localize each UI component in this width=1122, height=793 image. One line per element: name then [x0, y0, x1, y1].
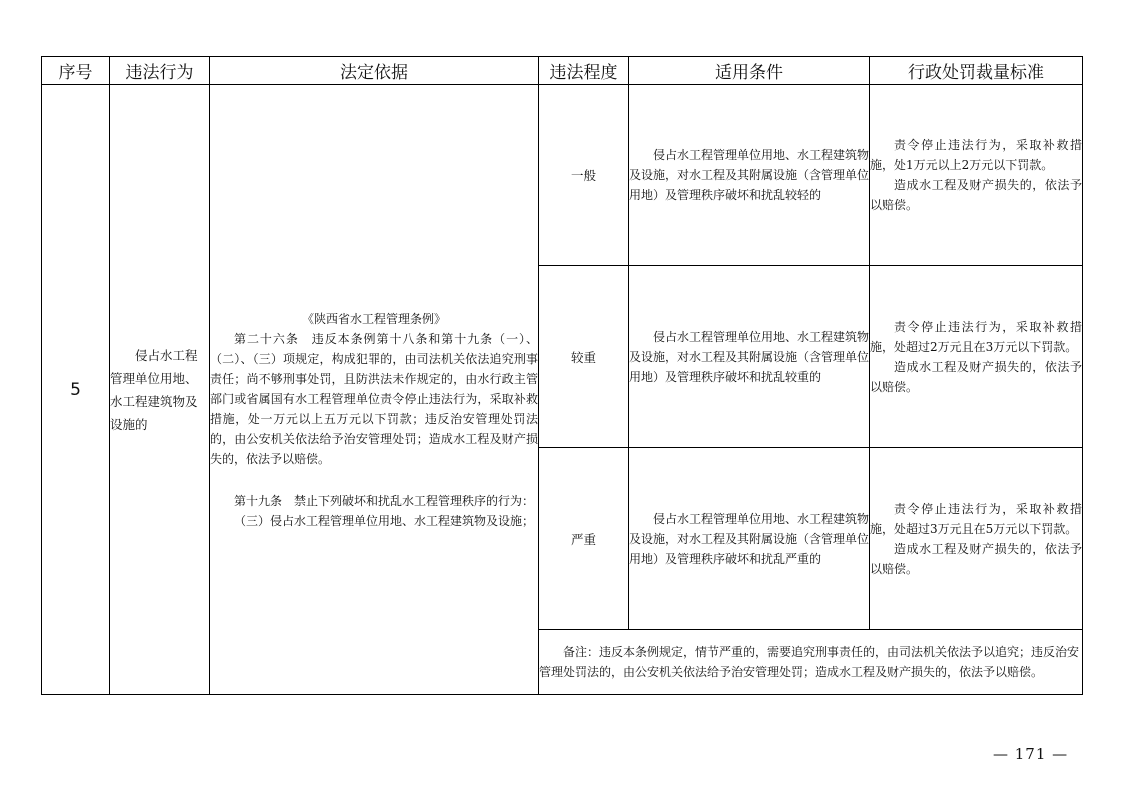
penalty-severe	[870, 448, 1083, 630]
basis-title: 《陕西省水工程管理条例》	[301, 311, 446, 326]
penalty-standard-table	[41, 56, 1083, 695]
row-note	[539, 630, 1083, 695]
penalty-serious	[870, 266, 1083, 448]
condition-serious	[629, 266, 870, 448]
penalty-text: 责令停止违法行为，采取补救措施，处超过2万元且在3万元以下罚款。	[870, 319, 1082, 354]
degree-serious: 较重	[539, 266, 629, 448]
condition-severe	[629, 448, 870, 630]
penalty-text: 责令停止违法行为，采取补救措施，处1万元以上2万元以下罚款。	[870, 138, 1082, 172]
condition-text: 侵占水工程管理单位用地、水工程建筑物及设施，对水工程及其附属设施（含管理单位用地）及管理秩序破坏和扰乱严重的	[629, 511, 870, 566]
header-basis: 法定依据	[210, 57, 539, 85]
basis-item-3: （三）侵占水工程管理单位用地、水工程建筑物及设施；	[234, 513, 535, 528]
row-act	[110, 85, 210, 695]
compensation-text: 造成水工程及财产损失的，依法予以赔偿。	[870, 541, 1082, 576]
degree-general: 一般	[539, 85, 629, 266]
header-seq: 序号	[42, 57, 110, 85]
header-act: 违法行为	[110, 57, 210, 85]
basis-article-26: 第二十六条 违反本条例第十八条和第十九条（一）、（二）、（三）项规定，构成犯罪的，由司法机关依法追究刑事责任；尚不够刑事处罚，且防洪法未作规定的，由水行政主管部门或省属国有水工程管理单位责令停止违法行为，采取补救措施，处一万元以上五万元以下罚款；违反治安管理处罚法的，由公安机关依法给予治安管理处罚；造成水工程及财产损失的，依法予以赔偿。	[210, 331, 538, 466]
header-condition: 适用条件	[629, 57, 870, 85]
basis-article-19: 第十九条 禁止下列破坏和扰乱水工程管理秩序的行为：	[234, 493, 535, 508]
table-row	[42, 85, 1083, 266]
header-row	[42, 57, 1083, 85]
act-text: 侵占水工程管理单位用地、水工程建筑物及设施的	[110, 347, 198, 432]
compensation-text: 造成水工程及财产损失的，依法予以赔偿。	[870, 359, 1082, 394]
row-basis	[210, 85, 539, 695]
penalty-text: 责令停止违法行为，采取补救措施，处超过3万元且在5万元以下罚款。	[870, 501, 1082, 536]
header-degree: 违法程度	[539, 57, 629, 85]
row-seq: 5	[42, 85, 110, 695]
condition-text: 侵占水工程管理单位用地、水工程建筑物及设施，对水工程及其附属设施（含管理单位用地）及管理秩序破坏和扰乱较重的	[629, 329, 870, 384]
condition-text: 侵占水工程管理单位用地、水工程建筑物及设施，对水工程及其附属设施（含管理单位用地）及管理秩序破坏和扰乱较轻的	[629, 148, 870, 202]
header-standard: 行政处罚裁量标准	[870, 57, 1083, 85]
penalty-general	[870, 85, 1083, 266]
compensation-text: 造成水工程及财产损失的，依法予以赔偿。	[870, 178, 1082, 212]
condition-general	[629, 85, 870, 266]
degree-severe: 严重	[539, 448, 629, 630]
note-text: 备注：违反本条例规定，情节严重的，需要追究刑事责任的，由司法机关依法予以追究；违反治安管理处罚法的，由公安机关依法给予治安管理处罚；造成水工程及财产损失的，依法予以赔偿。	[539, 645, 1080, 679]
page-number: — 171 —	[993, 745, 1069, 763]
